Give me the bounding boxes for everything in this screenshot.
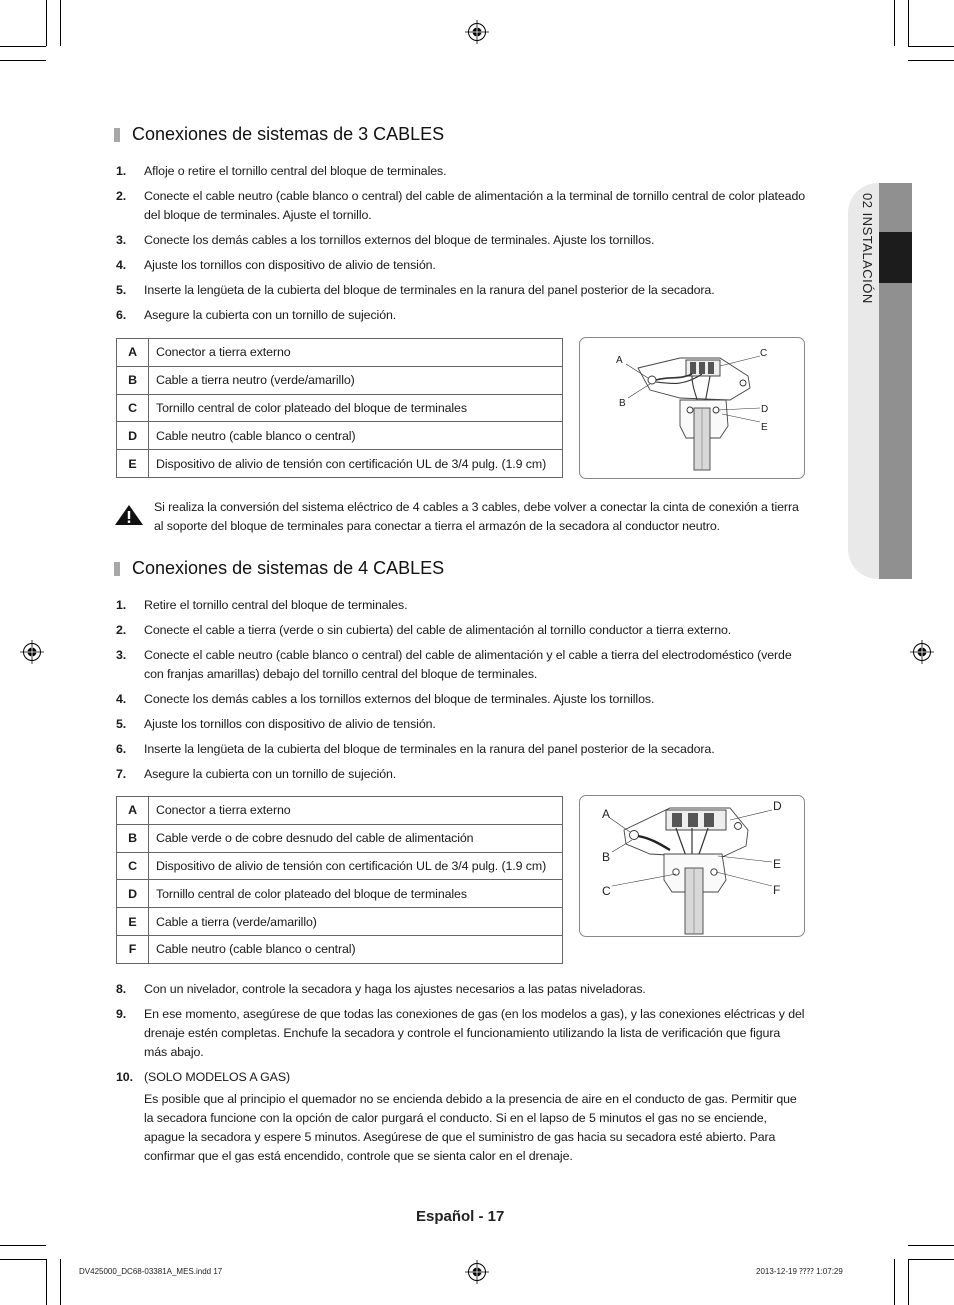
step-number: 7.	[116, 767, 127, 781]
table-row	[117, 366, 563, 394]
terminal-block-diagram	[580, 338, 805, 479]
legend-text: Tornillo central de color plateado del bloque de terminales	[149, 394, 563, 422]
step-text: Conecte el cable neutro (cable blanco o central) del cable de alimentación a la terminal de tornillo central de color plateado del bloque de terminales. Ajuste el tornillo.	[144, 189, 806, 222]
legend-text: Cable neutro (cable blanco o central)	[149, 935, 563, 963]
figure-label: B	[619, 398, 626, 409]
legend-key: A	[117, 339, 149, 367]
step-item	[116, 596, 806, 615]
step-item	[116, 621, 806, 640]
step-text: Con un nivelador, controle la secadora y haga los ajustes necesarios a las patas niveladoras.	[144, 982, 646, 996]
terminal-block-figure-4-cables	[579, 795, 805, 937]
figure-label: A	[616, 355, 623, 366]
table-row	[117, 422, 563, 450]
legend-key: D	[117, 880, 149, 908]
step-number: 4.	[116, 258, 127, 272]
legend-key: E	[117, 450, 149, 478]
figure-label: B	[602, 850, 611, 864]
step-text: Ajuste los tornillos con dispositivo de alivio de tensión.	[144, 258, 436, 272]
crop-mark	[908, 60, 954, 61]
crop-mark	[46, 1259, 47, 1305]
section-title-text: Conexiones de sistemas de 3 CABLES	[132, 124, 445, 144]
table-row	[117, 450, 563, 478]
step-item	[116, 231, 806, 250]
step-text: Conecte los demás cables a los tornillos externos del bloque de terminales. Ajuste los tornillos.	[144, 233, 655, 247]
step-text: Retire el tornillo central del bloque de terminales.	[144, 598, 408, 612]
section-bullet	[114, 128, 120, 142]
section-title-3-cables	[114, 124, 444, 145]
step-number: 2.	[116, 189, 127, 203]
step-number: 1.	[116, 598, 127, 612]
step-number: 10.	[116, 1070, 133, 1084]
step-text: Conecte el cable a tierra (verde o sin cubierta) del cable de alimentación al tornillo conductor a tierra externo.	[144, 623, 732, 637]
legend-key: A	[117, 797, 149, 825]
footer-file-name: DV425000_DC68-03381A_MES.indd 17	[79, 1267, 223, 1276]
table-row	[117, 824, 563, 852]
crop-mark	[60, 1259, 61, 1305]
legend-text: Cable a tierra (verde/amarillo)	[149, 908, 563, 936]
crop-mark	[46, 0, 47, 46]
step-text: Ajuste los tornillos con dispositivo de alivio de tensión.	[144, 717, 436, 731]
legend-text: Tornillo central de color plateado del bloque de terminales	[149, 880, 563, 908]
legend-text: Conector a tierra externo	[149, 339, 563, 367]
table-row	[117, 908, 563, 936]
page-number: Español - 17	[416, 1208, 505, 1225]
step-subtext: Es posible que al principio el quemador no se encienda debido a la presencia de aire en el conducto de gas. Permitir que la secadora funcione con la opción de calor purgará el conducto. Si en el lapso de 5 minutos el gas no se enciende, apague la secadora y espere 5 minutos. Asegúrese de que el suministro de gas hacia su secadora esté abierto. Para confirmar que el gas está encendido, controle que se sienta calor en el drenaje.	[144, 1092, 797, 1163]
legend-table-3-cables	[116, 338, 563, 478]
step-item	[116, 690, 806, 709]
legend-text: Conector a tierra externo	[149, 797, 563, 825]
figure-label: F	[773, 883, 781, 897]
warning-icon-wrap	[114, 498, 154, 536]
legend-key: E	[117, 908, 149, 936]
legend-key: B	[117, 366, 149, 394]
crop-mark	[908, 1259, 909, 1305]
steps-list-3-cables	[116, 162, 806, 331]
crop-mark	[908, 1245, 954, 1246]
chapter-tab-label: 02 INSTALACIÓN	[860, 193, 875, 304]
table-row	[117, 394, 563, 422]
legend-key: C	[117, 852, 149, 880]
table-row	[117, 339, 563, 367]
legend-table-4-cables	[116, 796, 563, 964]
step-number: 1.	[116, 164, 127, 178]
warning-text: Si realiza la conversión del sistema eléctrico de 4 cables a 3 cables, debe volver a conectar la cinta de conexión a tierra al soporte del bloque de terminales para conectar a tierra el armazón de la secadora al conductor neutro.	[154, 500, 799, 533]
step-number: 5.	[116, 717, 127, 731]
registration-mark-icon	[910, 640, 934, 664]
warning-icon	[114, 504, 144, 526]
step-number: 6.	[116, 308, 127, 322]
steps-list-4-cables	[116, 596, 806, 790]
terminal-block-figure-3-cables	[579, 337, 805, 479]
legend-key: B	[117, 824, 149, 852]
step-text: Asegure la cubierta con un tornillo de sujeción.	[144, 308, 397, 322]
table-row	[117, 880, 563, 908]
step-item	[116, 281, 806, 300]
crop-mark	[894, 1259, 895, 1305]
legend-text: Dispositivo de alivio de tensión con certificación UL de 3/4 pulg. (1.9 cm)	[149, 852, 563, 880]
step-number: 3.	[116, 233, 127, 247]
legend-key: F	[117, 935, 149, 963]
step-text: Afloje o retire el tornillo central del bloque de terminales.	[144, 164, 447, 178]
legend-text: Cable verde o de cobre desnudo del cable de alimentación	[149, 824, 563, 852]
figure-label: A	[602, 807, 611, 821]
section-bullet	[114, 562, 120, 576]
registration-mark-icon	[20, 640, 44, 664]
step-number: 6.	[116, 742, 127, 756]
legend-key: D	[117, 422, 149, 450]
step-text: Inserte la lengüeta de la cubierta del bloque de terminales en la ranura del panel posterior de la secadora.	[144, 283, 715, 297]
step-item	[116, 256, 806, 275]
crop-mark	[0, 60, 46, 61]
figure-label: E	[761, 422, 768, 433]
table-row	[117, 852, 563, 880]
figure-label: D	[761, 404, 769, 415]
step-item	[116, 740, 806, 759]
step-item	[116, 646, 806, 684]
step-item	[116, 162, 806, 181]
step-text: Conecte los demás cables a los tornillos externos del bloque de terminales. Ajuste los tornillos.	[144, 692, 655, 706]
step-item	[116, 715, 806, 734]
step-item	[116, 1068, 806, 1166]
figure-label: E	[773, 857, 782, 871]
step-item	[116, 765, 806, 784]
legend-key: C	[117, 394, 149, 422]
crop-mark	[0, 1245, 46, 1246]
step-text: En ese momento, asegúrese de que todas las conexiones de gas (en los modelos a gas), y las conexiones eléctricas y del drenaje estén completas. Enchufe la secadora y controle el funcionamiento utilizando la lista de verificación que figura más abajo.	[144, 1007, 805, 1059]
step-number: 5.	[116, 283, 127, 297]
crop-mark	[0, 46, 46, 47]
step-item	[116, 980, 806, 999]
step-number: 2.	[116, 623, 127, 637]
step-text: Inserte la lengüeta de la cubierta del bloque de terminales en la ranura del panel posterior de la secadora.	[144, 742, 715, 756]
step-text: (SOLO MODELOS A GAS)	[144, 1070, 291, 1084]
step-item	[116, 306, 806, 325]
chapter-tab-marker	[879, 232, 912, 283]
step-text-group	[144, 1068, 806, 1166]
crop-mark	[908, 46, 954, 47]
warning-note	[114, 498, 804, 536]
steps-list-final	[116, 980, 806, 1172]
crop-mark	[894, 0, 895, 46]
registration-mark-icon	[465, 1260, 489, 1284]
table-row	[117, 935, 563, 963]
crop-mark	[60, 0, 61, 46]
figure-label: C	[760, 348, 768, 359]
table-row	[117, 797, 563, 825]
crop-mark	[908, 0, 909, 46]
section-title-4-cables	[114, 558, 444, 579]
step-number: 3.	[116, 648, 127, 662]
step-item	[116, 187, 806, 225]
legend-text: Dispositivo de alivio de tensión con certificación UL de 3/4 pulg. (1.9 cm)	[149, 450, 563, 478]
section-title-text: Conexiones de sistemas de 4 CABLES	[132, 558, 445, 578]
step-text: Conecte el cable neutro (cable blanco o central) del cable de alimentación y el cable a tierra del electrodoméstico (verde con franjas amarillas) debajo del tornillo central del bloque de terminales.	[144, 648, 792, 681]
step-item	[116, 1005, 806, 1062]
step-number: 8.	[116, 982, 127, 996]
crop-mark	[908, 1259, 954, 1260]
step-number: 4.	[116, 692, 127, 706]
step-number: 9.	[116, 1007, 127, 1021]
legend-text: Cable a tierra neutro (verde/amarillo)	[149, 366, 563, 394]
registration-mark-icon	[465, 20, 489, 44]
legend-text: Cable neutro (cable blanco o central)	[149, 422, 563, 450]
figure-label: C	[602, 884, 611, 898]
figure-label: D	[773, 799, 782, 813]
terminal-block-diagram	[580, 796, 805, 937]
footer-timestamp: 2013-12-19 ⁇⁇ 1:07:29	[756, 1267, 843, 1276]
crop-mark	[0, 1259, 46, 1260]
step-text: Asegure la cubierta con un tornillo de sujeción.	[144, 767, 397, 781]
